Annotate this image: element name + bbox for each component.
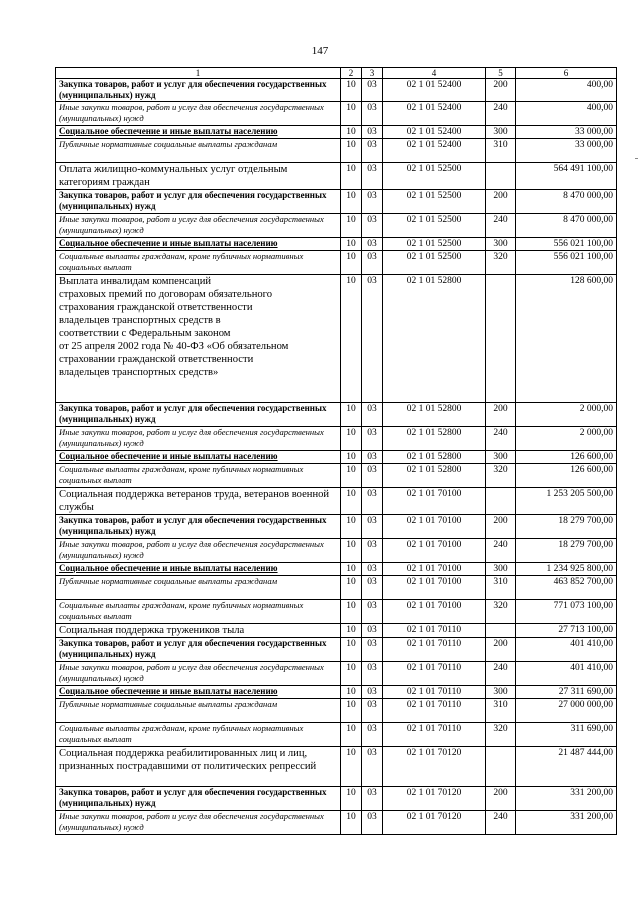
target-article-cell: 02 1 01 52500 (383, 238, 486, 251)
expense-type-cell: 240 (486, 539, 516, 563)
subsection-code-cell: 03 (362, 102, 383, 126)
row-name-cell: Закупка товаров, работ и услуг для обеспечения государственных (муниципальных) нужд (56, 190, 341, 214)
subsection-code-cell: 03 (362, 451, 383, 464)
table-row (56, 275, 617, 403)
amount-cell: 8 470 000,00 (516, 214, 617, 238)
subsection-code-cell: 03 (362, 190, 383, 214)
subsection-code-cell: 03 (362, 563, 383, 576)
subsection-code-cell: 03 (362, 686, 383, 699)
target-article-cell: 02 1 01 52500 (383, 214, 486, 238)
subsection-code-cell: 03 (362, 464, 383, 488)
expense-type-cell: 300 (486, 126, 516, 139)
row-name-cell: Социальное обеспечение и иные выплаты населению (56, 238, 341, 251)
expense-type-cell: 200 (486, 787, 516, 811)
header-cell: 3 (362, 68, 383, 79)
amount-cell: 331 200,00 (516, 787, 617, 811)
expense-type-cell: 300 (486, 563, 516, 576)
row-name-cell: Социальные выплаты гражданам, кроме публичных нормативных социальных выплат (56, 251, 341, 275)
subsection-code-cell: 03 (362, 163, 383, 190)
row-name-cell: Публичные нормативные социальные выплаты гражданам (56, 139, 341, 163)
section-code-cell: 10 (341, 275, 362, 403)
table-row (56, 539, 617, 563)
row-name-cell: Иные закупки товаров, работ и услуг для обеспечения государственных (муниципальных) нужд (56, 539, 341, 563)
target-article-cell: 02 1 01 70100 (383, 576, 486, 600)
header-cell: 2 (341, 68, 362, 79)
row-name-cell: Социальное обеспечение и иные выплаты населению (56, 126, 341, 139)
section-code-cell: 10 (341, 488, 362, 515)
row-name-cell: Публичные нормативные социальные выплаты гражданам (56, 699, 341, 723)
subsection-code-cell: 03 (362, 427, 383, 451)
section-code-cell: 10 (341, 126, 362, 139)
subsection-code-cell: 03 (362, 576, 383, 600)
table-row (56, 190, 617, 214)
budget-table (55, 67, 617, 835)
table-row (56, 79, 617, 102)
subsection-code-cell: 03 (362, 139, 383, 163)
row-name-cell: Закупка товаров, работ и услуг для обеспечения государственных (муниципальных) нужд (56, 638, 341, 662)
target-article-cell: 02 1 01 52500 (383, 251, 486, 275)
table-row (56, 238, 617, 251)
row-name-cell: Публичные нормативные социальные выплаты гражданам (56, 576, 341, 600)
target-article-cell: 02 1 01 70100 (383, 539, 486, 563)
table-row (56, 699, 617, 723)
target-article-cell: 02 1 01 52400 (383, 79, 486, 102)
subsection-code-cell: 03 (362, 488, 383, 515)
table-row (56, 723, 617, 747)
section-code-cell: 10 (341, 787, 362, 811)
target-article-cell: 02 1 01 70110 (383, 723, 486, 747)
target-article-cell: 02 1 01 52800 (383, 403, 486, 427)
section-code-cell: 10 (341, 699, 362, 723)
row-name-cell: Оплата жилищно-коммунальных услуг отдельным категориям граждан (56, 163, 341, 190)
expense-type-cell: 200 (486, 403, 516, 427)
row-name-cell: Социальное обеспечение и иные выплаты населению (56, 563, 341, 576)
table-row (56, 811, 617, 835)
expense-type-cell: 200 (486, 190, 516, 214)
row-name-cell: Социальная поддержка реабилитированных лиц и лиц, признанных пострадавшими от политических репрессий (56, 747, 341, 787)
subsection-code-cell: 03 (362, 699, 383, 723)
header-cell: 4 (383, 68, 486, 79)
expense-type-cell: 240 (486, 662, 516, 686)
row-name-cell: Иные закупки товаров, работ и услуг для обеспечения государственных (муниципальных) нужд (56, 811, 341, 835)
section-code-cell: 10 (341, 747, 362, 787)
section-code-cell: 10 (341, 251, 362, 275)
section-code-cell: 10 (341, 662, 362, 686)
row-name-cell: Иные закупки товаров, работ и услуг для обеспечения государственных (муниципальных) нужд (56, 214, 341, 238)
section-code-cell: 10 (341, 451, 362, 464)
row-name-cell: Иные закупки товаров, работ и услуг для обеспечения государственных (муниципальных) нужд (56, 427, 341, 451)
amount-cell: 401 410,00 (516, 638, 617, 662)
header-cell: 6 (516, 68, 617, 79)
row-name-cell: Социальное обеспечение и иные выплаты населению (56, 686, 341, 699)
subsection-code-cell: 03 (362, 662, 383, 686)
amount-cell: 33 000,00 (516, 139, 617, 163)
section-code-cell: 10 (341, 214, 362, 238)
row-name-cell: Закупка товаров, работ и услуг для обеспечения государственных (муниципальных) нужд (56, 403, 341, 427)
table-row (56, 427, 617, 451)
section-code-cell: 10 (341, 238, 362, 251)
table-row (56, 624, 617, 638)
table-row (56, 563, 617, 576)
amount-cell: 128 600,00 (516, 275, 617, 403)
table-row (56, 686, 617, 699)
expense-type-cell: 240 (486, 102, 516, 126)
section-code-cell: 10 (341, 563, 362, 576)
amount-cell: 27 000 000,00 (516, 699, 617, 723)
target-article-cell: 02 1 01 52500 (383, 190, 486, 214)
amount-cell: 33 000,00 (516, 126, 617, 139)
subsection-code-cell: 03 (362, 723, 383, 747)
expense-type-cell: 320 (486, 464, 516, 488)
section-code-cell: 10 (341, 686, 362, 699)
expense-type-cell: 310 (486, 699, 516, 723)
expense-type-cell: 240 (486, 811, 516, 835)
amount-cell: 8 470 000,00 (516, 190, 617, 214)
table-row (56, 126, 617, 139)
table-row (56, 251, 617, 275)
target-article-cell: 02 1 01 70110 (383, 686, 486, 699)
amount-cell: 556 021 100,00 (516, 238, 617, 251)
amount-cell: 401 410,00 (516, 662, 617, 686)
table-row (56, 163, 617, 190)
table-row (56, 451, 617, 464)
target-article-cell: 02 1 01 70100 (383, 515, 486, 539)
section-code-cell: 10 (341, 403, 362, 427)
section-code-cell: 10 (341, 638, 362, 662)
target-article-cell: 02 1 01 70120 (383, 747, 486, 787)
amount-cell: 771 073 100,00 (516, 600, 617, 624)
amount-cell: 126 600,00 (516, 464, 617, 488)
margin-mark (635, 158, 638, 159)
table-row (56, 139, 617, 163)
section-code-cell: 10 (341, 139, 362, 163)
amount-cell: 126 600,00 (516, 451, 617, 464)
table-header-row (56, 68, 617, 79)
table-row (56, 488, 617, 515)
expense-type-cell (486, 275, 516, 403)
target-article-cell: 02 1 01 52800 (383, 451, 486, 464)
subsection-code-cell: 03 (362, 747, 383, 787)
table-row (56, 403, 617, 427)
subsection-code-cell: 03 (362, 79, 383, 102)
expense-type-cell: 240 (486, 214, 516, 238)
table-row (56, 787, 617, 811)
amount-cell: 18 279 700,00 (516, 539, 617, 563)
expense-type-cell (486, 163, 516, 190)
expense-type-cell (486, 747, 516, 787)
amount-cell: 311 690,00 (516, 723, 617, 747)
amount-cell: 400,00 (516, 79, 617, 102)
target-article-cell: 02 1 01 70100 (383, 563, 486, 576)
subsection-code-cell: 03 (362, 515, 383, 539)
section-code-cell: 10 (341, 79, 362, 102)
amount-cell: 2 000,00 (516, 403, 617, 427)
expense-type-cell: 200 (486, 515, 516, 539)
expense-type-cell: 320 (486, 600, 516, 624)
expense-type-cell: 300 (486, 238, 516, 251)
row-name-cell: Иные закупки товаров, работ и услуг для обеспечения государственных (муниципальных) нужд (56, 662, 341, 686)
expense-type-cell (486, 488, 516, 515)
target-article-cell: 02 1 01 52800 (383, 427, 486, 451)
section-code-cell: 10 (341, 811, 362, 835)
section-code-cell: 10 (341, 464, 362, 488)
row-name-cell: Социальное обеспечение и иные выплаты населению (56, 451, 341, 464)
amount-cell: 331 200,00 (516, 811, 617, 835)
subsection-code-cell: 03 (362, 214, 383, 238)
amount-cell: 463 852 700,00 (516, 576, 617, 600)
target-article-cell: 02 1 01 70100 (383, 488, 486, 515)
subsection-code-cell: 03 (362, 600, 383, 624)
table-row (56, 662, 617, 686)
expense-type-cell: 320 (486, 723, 516, 747)
subsection-code-cell: 03 (362, 403, 383, 427)
row-name-cell: Закупка товаров, работ и услуг для обеспечения государственных (муниципальных) нужд (56, 787, 341, 811)
header-cell: 1 (56, 68, 341, 79)
section-code-cell: 10 (341, 102, 362, 126)
row-name-cell: Социальная поддержка ветеранов труда, ветеранов военной службы (56, 488, 341, 515)
target-article-cell: 02 1 01 70110 (383, 624, 486, 638)
target-article-cell: 02 1 01 70120 (383, 787, 486, 811)
subsection-code-cell: 03 (362, 275, 383, 403)
section-code-cell: 10 (341, 515, 362, 539)
subsection-code-cell: 03 (362, 238, 383, 251)
expense-type-cell: 200 (486, 79, 516, 102)
subsection-code-cell: 03 (362, 126, 383, 139)
subsection-code-cell: 03 (362, 811, 383, 835)
expense-type-cell: 310 (486, 139, 516, 163)
section-code-cell: 10 (341, 163, 362, 190)
target-article-cell: 02 1 01 52400 (383, 139, 486, 163)
amount-cell: 27 713 100,00 (516, 624, 617, 638)
row-name-cell: Социальная поддержка тружеников тыла (56, 624, 341, 638)
table-row (56, 214, 617, 238)
amount-cell: 564 491 100,00 (516, 163, 617, 190)
table-row (56, 600, 617, 624)
target-article-cell: 02 1 01 70110 (383, 662, 486, 686)
expense-type-cell: 200 (486, 638, 516, 662)
table-row (56, 464, 617, 488)
header-cell: 5 (486, 68, 516, 79)
subsection-code-cell: 03 (362, 624, 383, 638)
page-number: 147 (311, 45, 329, 57)
row-name-cell: Социальные выплаты гражданам, кроме публичных нормативных социальных выплат (56, 464, 341, 488)
section-code-cell: 10 (341, 723, 362, 747)
target-article-cell: 02 1 01 70100 (383, 600, 486, 624)
subsection-code-cell: 03 (362, 787, 383, 811)
target-article-cell: 02 1 01 70120 (383, 811, 486, 835)
target-article-cell: 02 1 01 52800 (383, 464, 486, 488)
row-name-cell: Социальные выплаты гражданам, кроме публичных нормативных социальных выплат (56, 723, 341, 747)
section-code-cell: 10 (341, 539, 362, 563)
table-row (56, 576, 617, 600)
row-name-cell: Иные закупки товаров, работ и услуг для обеспечения государственных (муниципальных) нужд (56, 102, 341, 126)
target-article-cell: 02 1 01 70110 (383, 638, 486, 662)
expense-type-cell: 300 (486, 451, 516, 464)
amount-cell: 1 253 205 500,00 (516, 488, 617, 515)
row-name-cell: Социальные выплаты гражданам, кроме публичных нормативных социальных выплат (56, 600, 341, 624)
target-article-cell: 02 1 01 70110 (383, 699, 486, 723)
subsection-code-cell: 03 (362, 539, 383, 563)
section-code-cell: 10 (341, 624, 362, 638)
table-row (56, 747, 617, 787)
target-article-cell: 02 1 01 52800 (383, 275, 486, 403)
amount-cell: 2 000,00 (516, 427, 617, 451)
amount-cell: 21 487 444,00 (516, 747, 617, 787)
amount-cell: 27 311 690,00 (516, 686, 617, 699)
subsection-code-cell: 03 (362, 638, 383, 662)
expense-type-cell: 300 (486, 686, 516, 699)
target-article-cell: 02 1 01 52400 (383, 102, 486, 126)
expense-type-cell (486, 624, 516, 638)
amount-cell: 556 021 100,00 (516, 251, 617, 275)
subsection-code-cell: 03 (362, 251, 383, 275)
section-code-cell: 10 (341, 190, 362, 214)
section-code-cell: 10 (341, 576, 362, 600)
amount-cell: 1 234 925 800,00 (516, 563, 617, 576)
target-article-cell: 02 1 01 52400 (383, 126, 486, 139)
table-row (56, 638, 617, 662)
row-name-cell: Закупка товаров, работ и услуг для обеспечения государственных (муниципальных) нужд (56, 79, 341, 102)
amount-cell: 18 279 700,00 (516, 515, 617, 539)
amount-cell: 400,00 (516, 102, 617, 126)
table-row (56, 102, 617, 126)
expense-type-cell: 310 (486, 576, 516, 600)
row-name-cell: Закупка товаров, работ и услуг для обеспечения государственных (муниципальных) нужд (56, 515, 341, 539)
expense-type-cell: 320 (486, 251, 516, 275)
section-code-cell: 10 (341, 600, 362, 624)
section-code-cell: 10 (341, 427, 362, 451)
expense-type-cell: 240 (486, 427, 516, 451)
row-name-cell: Выплата инвалидам компенсаций страховых премий по договорам обязательного страхования гражданской ответственности владельцев транспортных средств в соответствии с Федеральным законом от 25 апреля 2002 года № 40-ФЗ «Об обязательном страховании гражданской ответственности владельцев транспортных средств» (56, 275, 341, 403)
table-row (56, 515, 617, 539)
target-article-cell: 02 1 01 52500 (383, 163, 486, 190)
